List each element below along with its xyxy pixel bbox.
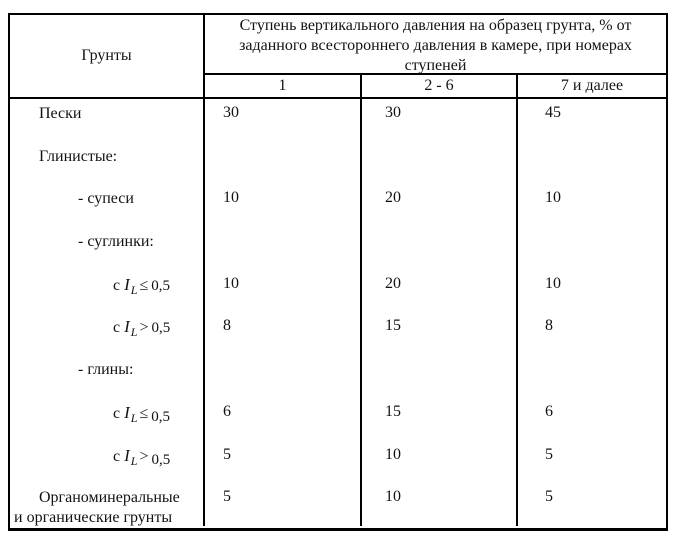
value-cell-step-2-6 xyxy=(362,142,518,185)
value-cell-step-1 xyxy=(205,270,362,313)
soil-label: с $I_L \le 0,5$ xyxy=(113,402,170,425)
header-cell-soils: Грунты xyxy=(10,15,205,97)
table-header xyxy=(10,15,666,99)
value-cell-step-1 xyxy=(205,312,362,355)
subheader-step-2-6: 2 - 6 xyxy=(362,75,518,97)
soil-label-cell xyxy=(10,398,205,441)
soil-label-cell xyxy=(10,483,205,526)
value-cell-step-1 xyxy=(205,99,362,142)
value-step-1: 10 xyxy=(223,189,239,207)
subheader-step-1: 1 xyxy=(205,75,362,97)
soil-label-cell xyxy=(10,142,205,185)
value-cell-step-7-plus xyxy=(518,398,666,441)
value-cell-step-7-plus xyxy=(518,184,666,227)
value-cell-step-2-6 xyxy=(362,312,518,355)
value-cell-step-2-6 xyxy=(362,398,518,441)
value-cell-step-7-plus xyxy=(518,142,666,185)
value-step-7-plus: 5 xyxy=(545,488,553,506)
value-cell-step-1 xyxy=(205,355,362,398)
value-step-7-plus: 5 xyxy=(545,445,553,463)
soil-label: с $I_L \le 0,5$ xyxy=(113,274,170,297)
value-cell-step-1 xyxy=(205,441,362,484)
value-cell-step-2-6 xyxy=(362,99,518,142)
table-body xyxy=(10,99,666,526)
soil-label-cell xyxy=(10,355,205,398)
value-step-2-6: 10 xyxy=(385,488,401,506)
value-step-2-6: 20 xyxy=(385,189,401,207)
soil-label: - глины: xyxy=(78,361,134,379)
soil-label: - суглинки: xyxy=(78,233,154,251)
value-cell-step-2-6 xyxy=(362,184,518,227)
value-step-1: 30 xyxy=(223,104,239,121)
value-step-7-plus: 10 xyxy=(545,189,561,207)
soil-label: Органоминеральные и органические грунты xyxy=(14,489,180,527)
value-cell-step-1 xyxy=(205,398,362,441)
value-cell-step-7-plus xyxy=(518,441,666,484)
soil-label-cell xyxy=(10,312,205,355)
value-step-7-plus: 8 xyxy=(545,317,553,335)
value-step-2-6: 15 xyxy=(385,317,401,335)
soil-label: с $I_L > 0,5$ xyxy=(113,317,171,340)
value-cell-step-7-plus xyxy=(518,270,666,313)
soil-label: с $I_L > 0,5$ xyxy=(113,445,171,468)
value-cell-step-2-6 xyxy=(362,227,518,270)
value-step-2-6: 30 xyxy=(385,104,401,121)
soil-label: Глинистые: xyxy=(39,147,118,165)
value-step-2-6: 20 xyxy=(385,274,401,292)
soil-label-cell xyxy=(10,184,205,227)
value-cell-step-2-6 xyxy=(362,355,518,398)
value-step-2-6: 15 xyxy=(385,402,401,420)
value-cell-step-7-plus xyxy=(518,99,666,142)
soil-label-cell xyxy=(10,441,205,484)
value-cell-step-1 xyxy=(205,142,362,185)
value-step-7-plus: 6 xyxy=(545,402,553,420)
soil-label-cell xyxy=(10,270,205,313)
value-step-2-6: 10 xyxy=(385,445,401,463)
value-cell-step-2-6 xyxy=(362,270,518,313)
header-cell-pressure-step: Ступень вертикального давления на образец грунта, % от заданного всестороннего давления в камере, при номерах ступеней xyxy=(205,15,666,75)
step-number-subheader-row xyxy=(205,75,666,97)
value-cell-step-7-plus xyxy=(518,355,666,398)
value-cell-step-1 xyxy=(205,227,362,270)
soil-label: - супеси xyxy=(78,190,134,208)
value-cell-step-7-plus xyxy=(518,312,666,355)
value-step-1: 5 xyxy=(223,445,231,463)
value-step-1: 6 xyxy=(223,402,231,420)
subheader-step-7-plus: 7 и далее xyxy=(560,77,624,94)
soil-label-cell xyxy=(10,227,205,270)
value-step-1: 10 xyxy=(223,274,239,292)
value-cell-step-2-6 xyxy=(362,441,518,484)
soil-label: Пески xyxy=(39,105,82,122)
value-cell-step-1 xyxy=(205,184,362,227)
value-step-7-plus: 45 xyxy=(545,104,561,121)
value-cell-step-7-plus xyxy=(518,483,666,526)
value-step-7-plus: 10 xyxy=(545,274,561,292)
soil-pressure-table xyxy=(8,13,668,531)
value-step-1: 5 xyxy=(223,488,231,506)
value-step-1: 8 xyxy=(223,317,231,335)
value-cell-step-2-6 xyxy=(362,483,518,526)
soil-label-cell xyxy=(10,99,205,142)
value-cell-step-7-plus xyxy=(518,227,666,270)
value-cell-step-1 xyxy=(205,483,362,526)
